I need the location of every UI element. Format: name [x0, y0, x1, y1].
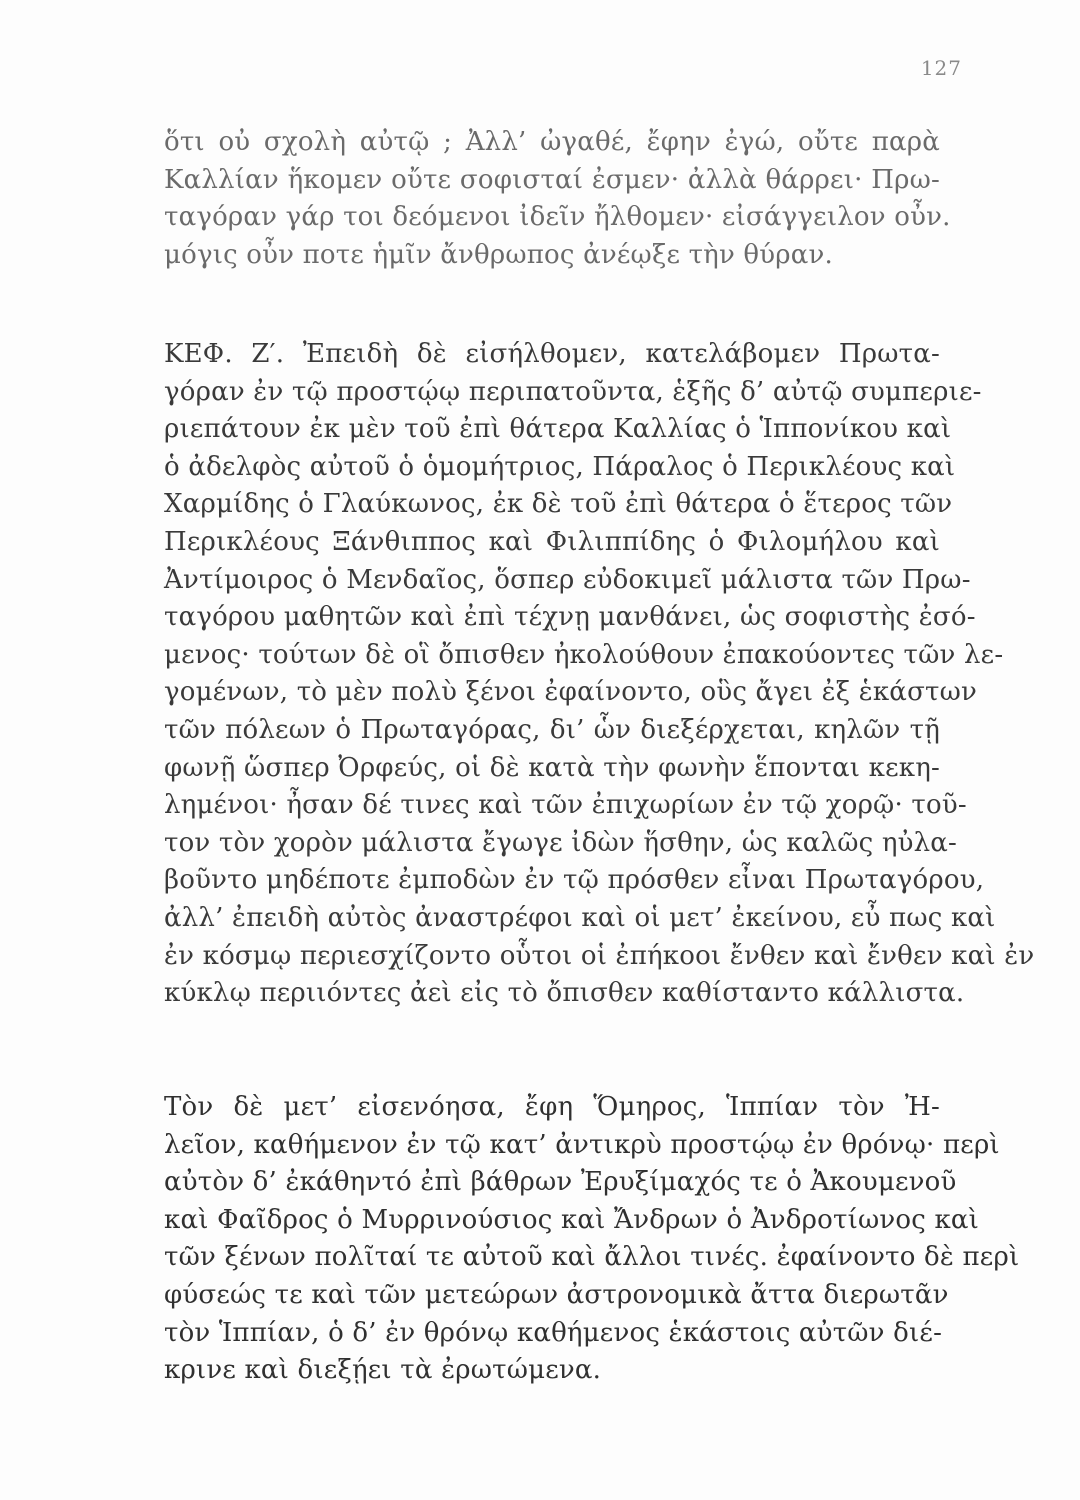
- text-line: τῶν πόλεων ὁ Πρωταγόρας, δι’ ὧν διεξέρχεται, κηλῶν τῇ: [164, 714, 940, 745]
- text-line: ταγόραν γάρ τοι δεόμενοι ἰδεῖν ἤλθομεν· εἰσάγγειλον οὖν.: [164, 202, 951, 233]
- paragraph-chapter-7: [164, 336, 1035, 1013]
- text-line: καὶ Φαῖδρος ὁ Μυρρινούσιος καὶ Ἄνδρων ὁ Ἀνδροτίωνος καὶ: [164, 1204, 980, 1235]
- text-line: γομένων, τὸ μὲν πολὺ ξένοι ἐφαίνοντο, οὓς ἄγει ἐξ ἑκάστων: [164, 677, 978, 708]
- text-line: ΚΕΦ. Ζ′. Ἐπειδὴ δὲ εἰσήλθομεν, κατελάβομεν Πρωτα-: [164, 339, 940, 369]
- text-line: κύκλῳ περιιόντες ἀεὶ εἰς τὸ ὄπισθεν καθίσταντο κάλλιστα.: [164, 978, 965, 1009]
- text-line: ὁ ἀδελφὸς αὐτοῦ ὁ ὁμομήτριος, Πάραλος ὁ Περικλέους καὶ: [164, 451, 956, 482]
- text-line: Χαρμίδης ὁ Γλαύκωνος, ἐκ δὲ τοῦ ἐπὶ θάτερα ὁ ἕτερος τῶν: [164, 489, 953, 520]
- text-line: τον τὸν χορὸν μάλιστα ἔγωγε ἰδὼν ἥσθην, ὡς καλῶς ηὐλα-: [164, 827, 958, 858]
- text-line: αὐτὸν δ’ ἐκάθηντό ἐπὶ βάθρων Ἐρυξίμαχός τε ὁ Ἀκουμενοῦ: [164, 1167, 957, 1198]
- text-line: Καλλίαν ἥκομεν οὔτε σοφισταί ἐσμεν· ἀλλὰ θάρρει· Πρω-: [164, 164, 940, 195]
- text-line: ταγόρου μαθητῶν καὶ ἐπὶ τέχνῃ μανθάνει, ὡς σοφιστὴς ἐσό-: [164, 602, 976, 633]
- text-line: Περικλέους Ξάνθιππος καὶ Φιλιππίδης ὁ Φιλομήλου καὶ: [164, 526, 940, 557]
- text-line: Ἀντίμοιρος ὁ Μενδαῖος, ὅσπερ εὐδοκιμεῖ μάλιστα τῶν Πρω-: [164, 564, 971, 595]
- text-line: φύσεώς τε καὶ τῶν μετεώρων ἀστρονομικὰ ἄττα διερωτᾶν: [164, 1279, 949, 1310]
- paragraph-opening-dialogue: [164, 124, 951, 274]
- page-number: 127: [920, 56, 962, 80]
- text-line: φωνῇ ὥσπερ Ὀρφεύς, οἱ δὲ κατὰ τὴν φωνὴν ἕπονται κεκη-: [164, 752, 941, 783]
- text-line: ἐν κόσμῳ περιεσχίζοντο οὗτοι οἱ ἐπήκοοι ἔνθεν καὶ ἔνθεν καὶ ἐν: [164, 940, 1035, 971]
- text-line: λημένοι· ἦσαν δέ τινες καὶ τῶν ἐπιχωρίων ἐν τῷ χορῷ· τοῦ-: [164, 790, 967, 821]
- text-line: μενος· τούτων δὲ οἳ ὄπισθεν ἠκολούθουν ἐπακούοντες τῶν λε-: [164, 639, 1004, 670]
- text-line: κρινε καὶ διεξῄει τὰ ἐρωτώμενα.: [164, 1355, 602, 1386]
- text-line: Τὸν δὲ μετ’ εἰσενόησα, ἔφη Ὅμηρος, Ἱππίαν τὸν Ἠ-: [164, 1092, 940, 1122]
- paragraph-hippias: [164, 1089, 1020, 1390]
- text-line: ἀλλ’ ἐπειδὴ αὐτὸς ἀναστρέφοι καὶ οἱ μετ’ ἐκείνου, εὖ πως καὶ: [164, 902, 996, 933]
- text-line: τῶν ξένων πολῖταί τε αὐτοῦ καὶ ἄλλοι τινές. ἐφαίνοντο δὲ περὶ: [164, 1242, 1020, 1273]
- text-line: τὸν Ἱππίαν, ὁ δ’ ἐν θρόνῳ καθήμενος ἑκάστοις αὐτῶν διέ-: [164, 1317, 943, 1348]
- text-line: λεῖον, καθήμενον ἐν τῷ κατ’ ἀντικρὺ προστῴῳ ἐν θρόνῳ· περὶ: [164, 1129, 1000, 1160]
- text-line: μόγις οὖν ποτε ἡμῖν ἄνθρωπος ἀνέῳξε τὴν θύραν.: [164, 239, 834, 270]
- text-line: ὅτι οὐ σχολὴ αὐτῷ ; Ἀλλ’ ὠγαθέ, ἔφην ἐγώ, οὔτε παρὰ: [164, 127, 940, 157]
- text-line: γόραν ἐν τῷ προστῴῳ περιπατοῦντα, ἑξῆς δ’ αὐτῷ συμπεριε-: [164, 376, 982, 407]
- text-line: ριεπάτουν ἐκ μὲν τοῦ ἐπὶ θάτερα Καλλίας ὁ Ἱππονίκου καὶ: [164, 414, 952, 445]
- text-line: βοῦντο μηδέποτε ἐμποδὼν ἐν τῷ πρόσθεν εἶναι Πρωταγόρου,: [164, 865, 985, 896]
